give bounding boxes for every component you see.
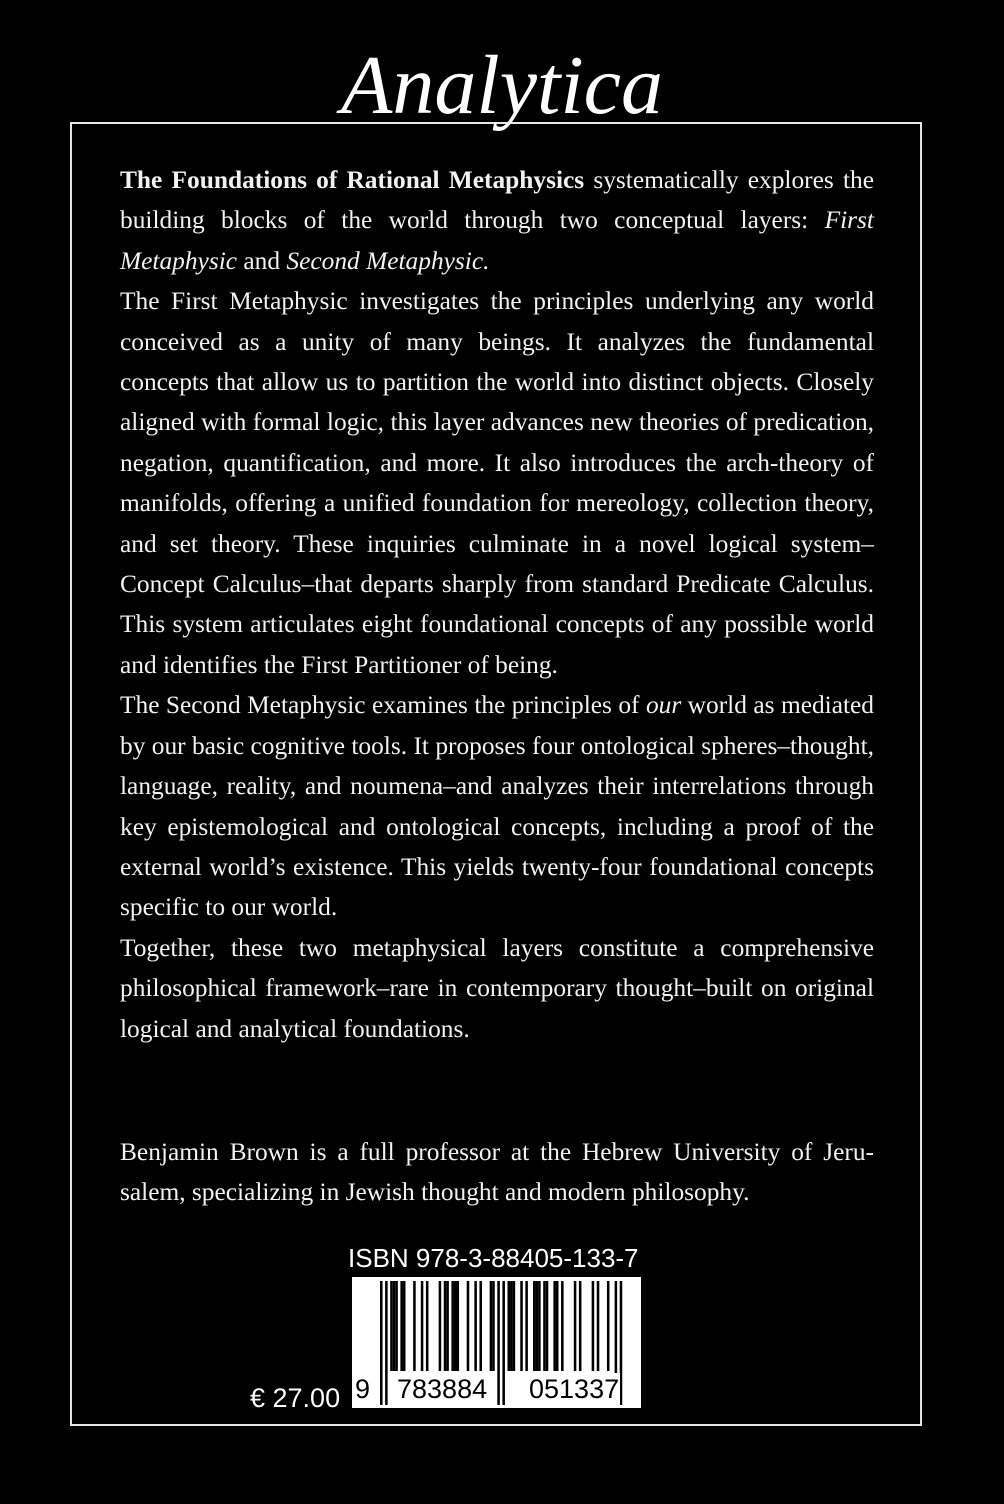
blurb-text: The Second Metaphysic examines the principles of xyxy=(120,691,646,720)
barcode-bar xyxy=(439,1281,442,1371)
barcode-bar xyxy=(451,1281,454,1371)
barcode-bar xyxy=(474,1281,477,1371)
emphasis-second-metaphysic: Second Metaphysic. xyxy=(286,246,490,275)
barcode-bar xyxy=(454,1281,457,1371)
barcode-bar xyxy=(385,1281,388,1405)
barcode-bar xyxy=(513,1281,516,1371)
barcode-bar xyxy=(490,1281,493,1371)
barcode-bar xyxy=(543,1281,546,1371)
emphasis-our: our xyxy=(645,691,682,720)
isbn-label: ISBN 978-3-88405-133-7 xyxy=(348,1243,639,1273)
blurb-paragraph-3 xyxy=(120,685,874,927)
barcode-bar xyxy=(607,1281,610,1371)
barcode-bar xyxy=(525,1281,528,1371)
blurb-paragraph-2: The First Metaphysic investigates the principles underlying any world conceived as a unity of many beings. It analyzes the fundamental concepts that allow us to partition the world into distinct objects. Closely aligned with formal logic, this layer advances new theories of predication, negation, quantification, and more. It also introduces the arch-theory of manifolds, offering a unified foundation for mereology, collection theory, and set theory. These inquiries culminate in a novel logical system–Concept Calculus–that departs sharply from standard Predicate Calculus. This system articulates eight foundational concepts of any possible world and identifies the First Partitioner of being. xyxy=(120,287,874,679)
barcode xyxy=(352,1277,641,1408)
barcode-bar xyxy=(510,1281,513,1371)
barcode-bar xyxy=(413,1281,416,1371)
barcode-bar xyxy=(546,1281,549,1371)
barcode-bar xyxy=(393,1281,396,1371)
author-bio-text: Benjamin Brown is a full professor at the Hebrew University of Jerusalem, specializing in Jewish thought and modern philosophy. xyxy=(120,1138,874,1207)
barcode-bar xyxy=(574,1281,577,1371)
blurb-text: world as mediated by our basic cognitive tools. It proposes four ontological spheres–thought, language, reality, and noumena–and analyzes their interrelations through key epistemological and ontological concepts, including a proof of the external world’s existence. This yields twenty-four foundational concepts specific to our world. xyxy=(120,691,874,922)
barcode-bar xyxy=(592,1281,595,1371)
blurb-text: systematically explores the building blocks of the world through two conceptual layers: xyxy=(120,166,874,235)
barcode-bar xyxy=(380,1281,383,1405)
barcode-bar xyxy=(561,1281,564,1371)
barcode-bar xyxy=(536,1281,539,1371)
barcode-bar xyxy=(457,1281,460,1371)
blurb-paragraph-1 xyxy=(120,160,874,281)
barcode-bar xyxy=(403,1281,406,1371)
barcode-bar xyxy=(479,1281,482,1371)
blurb xyxy=(120,160,874,1049)
barcode-right-group: 051337 xyxy=(529,1374,620,1404)
barcode-bar xyxy=(446,1281,449,1371)
barcode-bar xyxy=(520,1281,523,1371)
emphasis-first-metaphysic: First Metaphysic xyxy=(120,206,874,275)
barcode-bar xyxy=(467,1281,470,1371)
book-title: The Foundations of Rational Metaphysics xyxy=(120,166,585,194)
barcode-bar xyxy=(556,1281,559,1371)
barcode-lead-digit: 9 xyxy=(355,1374,371,1404)
barcode-bar xyxy=(390,1281,393,1371)
series-title: Analytica xyxy=(341,39,663,132)
author-bio xyxy=(120,1132,874,1213)
barcode-bar xyxy=(426,1281,429,1371)
barcode-bar xyxy=(444,1281,447,1371)
barcode-bar xyxy=(538,1281,541,1371)
barcode-bar xyxy=(579,1281,582,1371)
barcode-bar xyxy=(492,1281,495,1371)
barcode-bar xyxy=(400,1281,403,1371)
barcode-bar xyxy=(395,1281,398,1371)
barcode-bar xyxy=(497,1281,500,1405)
blurb-text: and xyxy=(237,246,287,275)
barcode-left-group: 783884 xyxy=(397,1374,488,1404)
barcode-bar xyxy=(597,1281,600,1371)
blurb-paragraph-4: Together, these two metaphysical layers constitute a comprehensive philosophical framework–rare in contemporary thought–built on original logical and analytical foundations. xyxy=(120,933,874,1043)
barcode-bar xyxy=(533,1281,536,1371)
barcode-bar xyxy=(421,1281,424,1371)
barcode-bar xyxy=(553,1281,556,1371)
barcode-bar xyxy=(502,1281,505,1405)
price-label: € 27.00 xyxy=(250,1383,341,1413)
barcode-bar xyxy=(508,1281,511,1371)
